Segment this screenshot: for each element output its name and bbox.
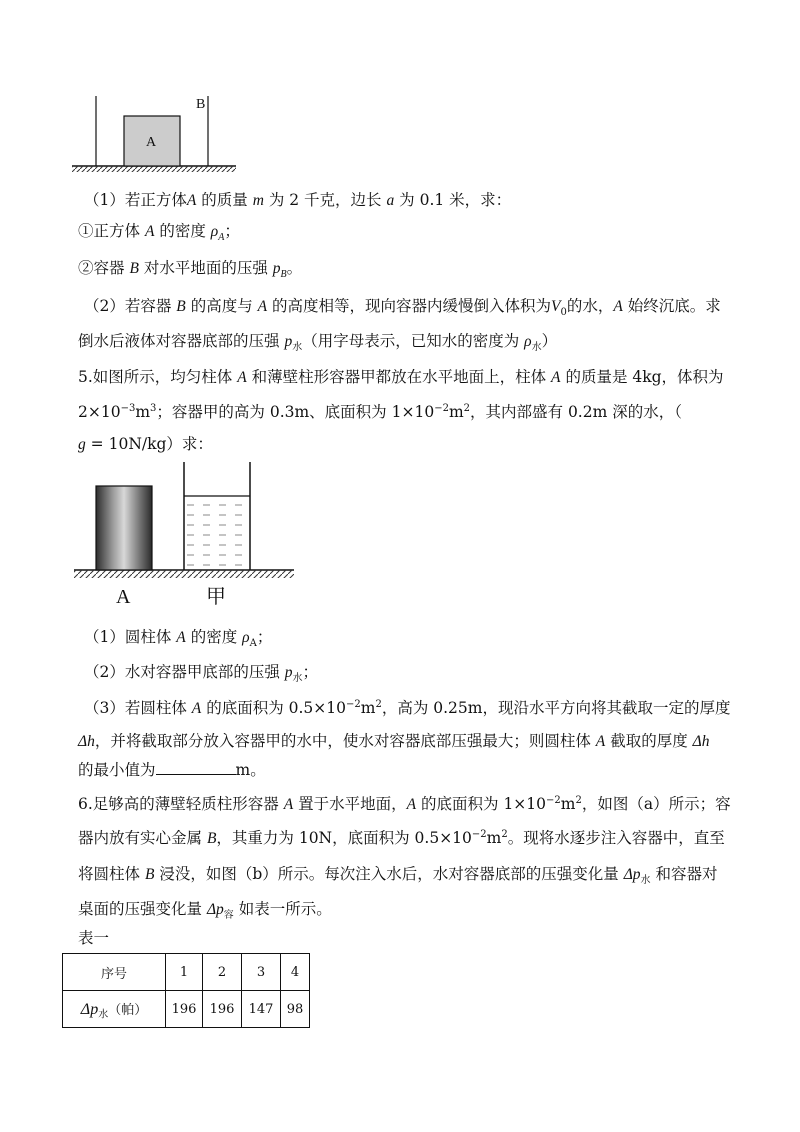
text: ，其重力为 10N，底面积为 0.5×10 <box>216 829 472 847</box>
var: A <box>144 223 155 240</box>
q5-line3 <box>78 434 213 455</box>
text: 始终沉底。求 <box>622 297 721 315</box>
table-caption: 表一 <box>78 929 110 947</box>
text: m <box>360 699 376 717</box>
var: ρ <box>524 333 532 350</box>
sup: −3 <box>120 402 136 414</box>
var: ρ <box>242 629 250 646</box>
text: 器内放有实心金属 <box>78 829 207 847</box>
container-jia-label: 甲 <box>206 584 226 608</box>
text: ，如图（a）所示；容 <box>581 795 731 813</box>
sub: 水 <box>640 875 651 887</box>
var: A <box>283 796 294 813</box>
text: m <box>135 403 151 421</box>
text: （1）若正方体 <box>84 191 187 209</box>
figure-cylinder-container <box>72 460 296 610</box>
table-cell: 196 <box>166 991 203 1028</box>
table-header-cell: 2 <box>203 954 242 991</box>
var: Δh <box>78 733 95 750</box>
text: （用字母表示，已知水的密度为 <box>302 332 525 350</box>
text: 2×10 <box>78 403 121 421</box>
text: 桌面的压强变化量 <box>78 900 207 918</box>
text: ； <box>224 222 240 240</box>
cylinder-a <box>96 486 152 570</box>
text: 和容器对 <box>650 865 718 883</box>
text: 倒水后液体对容器底部的压强 <box>78 332 285 350</box>
text: 的密度 <box>154 222 211 240</box>
var: B <box>129 260 139 277</box>
q4-part2-cont <box>78 331 557 352</box>
sub: 0 <box>560 307 567 319</box>
q6-line2 <box>78 828 725 849</box>
sup: −2 <box>471 828 487 840</box>
container-b-label: B <box>196 97 206 112</box>
var: A <box>551 369 561 386</box>
var: a <box>386 192 395 209</box>
text: = 10N/kg <box>85 435 167 453</box>
q5-sub3-cont <box>78 731 709 752</box>
q4-part1 <box>84 190 511 211</box>
var: p <box>272 260 281 277</box>
text: 和薄壁柱形容器甲都放在水平地面上，柱体 <box>246 368 552 386</box>
sub: B <box>280 269 287 281</box>
table-header-cell: 1 <box>166 954 203 991</box>
var: p <box>284 664 293 681</box>
text: 的高度相等，现向容器内缓慢倒入体积为 <box>267 297 552 315</box>
var: Δp <box>206 901 224 918</box>
table-row <box>63 954 310 991</box>
q4-sub1 <box>78 221 240 242</box>
text: m <box>560 795 576 813</box>
sub: A <box>218 232 225 244</box>
text: （帕） <box>108 1003 148 1018</box>
sub: 水 <box>292 673 303 685</box>
q5-line2 <box>78 402 682 422</box>
var: A <box>406 796 417 813</box>
q5-sub3 <box>84 698 730 719</box>
var: A <box>595 733 606 750</box>
text: m <box>486 829 502 847</box>
text: 如表一所示。 <box>233 900 332 918</box>
q6-line1 <box>78 794 731 815</box>
text: 。 <box>286 259 303 277</box>
q5-line1 <box>78 367 724 388</box>
var: V <box>551 298 561 315</box>
sub: A <box>249 638 257 650</box>
text: 的底面积为 1×10 <box>416 795 547 813</box>
var: g <box>78 436 86 453</box>
text: 的质量 <box>196 191 253 209</box>
table-cell: 147 <box>242 991 281 1028</box>
text: 为 0.1 米，求： <box>394 191 512 209</box>
q4-sub2 <box>78 258 302 279</box>
text: 浸没，如图（b）所示。每次注入水后，水对容器底部的压强变化量 <box>154 865 624 883</box>
text: 的最小值为 <box>78 761 156 779</box>
text: ②容器 <box>78 259 130 277</box>
var: A <box>191 700 202 717</box>
q5-sub2 <box>84 662 318 683</box>
answer-blank[interactable] <box>156 760 236 775</box>
text: 置于水平地面， <box>293 795 407 813</box>
sub: 水 <box>531 342 542 354</box>
text: 为 2 千克，边长 <box>263 191 387 209</box>
text: ；容器甲的高为 0.3m、底面积为 1×10 <box>156 403 435 421</box>
var: p <box>284 333 293 350</box>
text: ，其内部盛有 0.2m 深的水，（ <box>470 403 682 421</box>
text: （1）圆柱体 <box>84 628 177 646</box>
sup: −2 <box>345 698 361 710</box>
var: Δh <box>692 733 710 750</box>
var: A <box>186 192 197 209</box>
text: m <box>448 403 464 421</box>
var: B <box>206 830 217 847</box>
q5-sub3-answer <box>78 760 266 780</box>
var: Δp <box>80 1001 99 1018</box>
text: ①正方体 <box>78 222 145 240</box>
sup: −2 <box>546 794 561 806</box>
text: 的质量是 4kg，体积为 <box>560 368 724 386</box>
var: A <box>237 369 247 386</box>
text: 将圆柱体 <box>78 865 145 883</box>
text: ； <box>302 663 319 681</box>
cube-a-label: A <box>146 135 157 150</box>
table-row-label <box>63 991 166 1028</box>
sub: 水 <box>292 342 303 354</box>
table-cell: 196 <box>203 991 242 1028</box>
text: m。 <box>235 761 266 779</box>
var: A <box>613 298 623 315</box>
table-header-cell: 3 <box>242 954 281 991</box>
text: （3）若圆柱体 <box>84 699 192 717</box>
q6-line4 <box>78 899 332 920</box>
text: 截取的厚度 <box>605 732 693 750</box>
cylinder-a-label: A <box>116 586 131 608</box>
var: ρ <box>210 223 219 240</box>
sup: −2 <box>434 402 449 414</box>
sup: 2 <box>463 402 471 414</box>
text: ，高为 0.25m，现沿水平方向将其截取一定的厚度 <box>381 699 731 717</box>
sub: 水 <box>98 1009 109 1021</box>
text: （2）若容器 <box>84 297 177 315</box>
var: B <box>144 866 155 883</box>
text: ） <box>541 332 558 350</box>
table-header-cell: 4 <box>281 954 310 991</box>
text: ，并将截取部分放入容器甲的水中，使水对容器底部压强最大；则圆柱体 <box>94 732 596 750</box>
text: 的高度与 <box>185 297 258 315</box>
var: A <box>176 629 186 646</box>
text: 的底面积为 0.5×10 <box>201 699 346 717</box>
var: B <box>176 298 186 315</box>
sup: 2 <box>375 698 382 710</box>
sup: 2 <box>501 828 508 840</box>
sup: 3 <box>150 402 157 414</box>
pressure-table <box>62 953 310 1028</box>
text: （2）水对容器甲底部的压强 <box>84 663 285 681</box>
table-row <box>63 991 310 1028</box>
sub: 容 <box>223 910 234 922</box>
text: 。现将水逐步注入容器中，直至 <box>507 829 725 847</box>
sup: 2 <box>575 794 582 806</box>
var: Δp <box>623 866 641 883</box>
text: ）求： <box>166 435 213 453</box>
var: m <box>252 192 264 209</box>
text: 的水， <box>566 297 614 315</box>
text: ； <box>256 628 273 646</box>
figure-cube-container <box>70 94 240 174</box>
q5-sub1 <box>84 627 272 648</box>
water-in-container <box>185 496 249 570</box>
q4-part2 <box>84 296 721 317</box>
table-header-cell: 序号 <box>63 954 166 991</box>
q6-line3 <box>78 864 717 885</box>
text: 对水平地面的压强 <box>138 259 273 277</box>
text: 6.足够高的薄壁轻质柱形容器 <box>78 795 284 813</box>
var: A <box>257 298 268 315</box>
table-cell: 98 <box>281 991 310 1028</box>
text: 5.如图所示，均匀柱体 <box>78 368 238 386</box>
text: 的密度 <box>185 628 243 646</box>
